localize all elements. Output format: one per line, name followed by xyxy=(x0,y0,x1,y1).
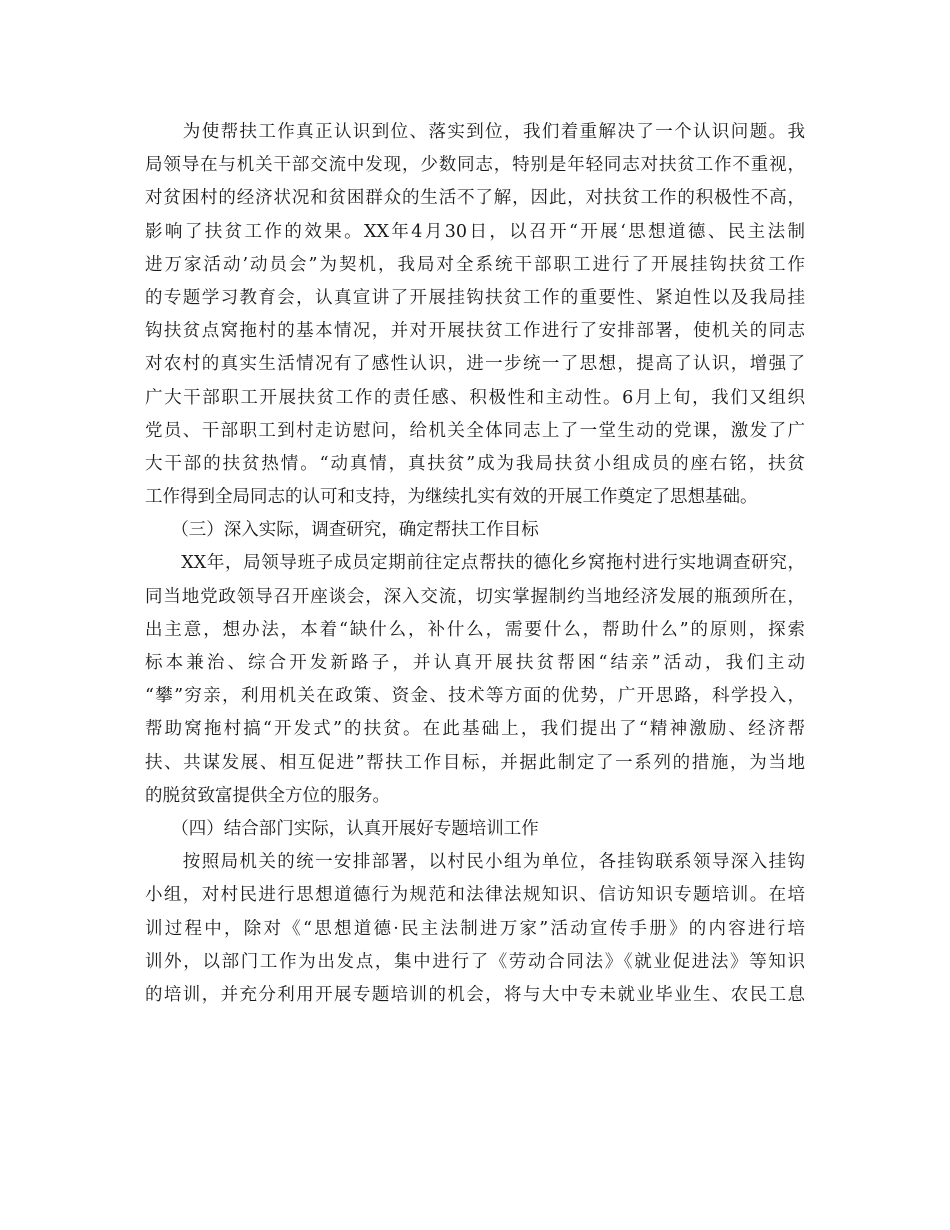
text-line: XX年，局领导班子成员定期前往定点帮扶的德化乡窝拖村进行实地调查研究， xyxy=(145,553,805,574)
text-line: 帮助窝拖村搞“开发式”的扶贫。在此基础上，我们提出了“精神激励、经济帮 xyxy=(145,719,805,740)
text-line: 对贫困村的经济状况和贫困群众的生活不了解，因此，对扶贫工作的积极性不高， xyxy=(145,188,805,209)
text-line: 钩扶贫点窝拖村的基本情况，并对开展扶贫工作进行了安排部署，使机关的同志 xyxy=(145,321,805,342)
text-line: “攀”穷亲，利用机关在政策、资金、技术等方面的优势，广开思路，科学投入， xyxy=(145,686,805,707)
text-line: 为使帮扶工作真正认识到位、落实到位，我们着重解决了一个认识问题。我 xyxy=(145,122,805,142)
text-line: 训外，以部门工作为出发点，集中进行了《劳动合同法》《就业促进法》等知识 xyxy=(145,951,805,972)
text-line: （四）结合部门实际，认真开展好专题培训工作 xyxy=(145,818,539,839)
text-line: 大干部的扶贫热情。“动真情，真扶贫”成为我局扶贫小组成员的座右铭，扶贫 xyxy=(145,453,805,474)
text-line: 进万家活动’动员会”为契机，我局对全系统干部职工进行了开展挂钩扶贫工作 xyxy=(145,254,805,275)
body-text xyxy=(145,116,805,1012)
text-line: 工作得到全局同志的认可和支持，为继续扎实有效的开展工作奠定了思想基础。 xyxy=(145,487,758,508)
text-line: 局领导在与机关干部交流中发现，少数同志，特别是年轻同志对扶贫工作不重视， xyxy=(145,155,805,176)
text-line: 训过程中，除对《“思想道德·民主法制进万家”活动宣传手册》的内容进行培 xyxy=(145,918,805,939)
text-line: 出主意，想办法，本着“缺什么，补什么，需要什么，帮助什么”的原则，探索 xyxy=(145,619,805,640)
text-line: 的脱贫致富提供全方位的服务。 xyxy=(145,785,390,806)
text-line: （三）深入实际，调查研究，确定帮扶工作目标 xyxy=(145,520,539,541)
text-line: 党员、干部职工到村走访慰问，给机关全体同志上了一堂生动的党课，激发了广 xyxy=(145,420,805,441)
text-line: 广大干部职工开展扶贫工作的责任感、积极性和主动性。6月上旬，我们又组织 xyxy=(145,387,805,408)
text-line: 同当地党政领导召开座谈会，深入交流，切实掌握制约当地经济发展的瓶颈所在， xyxy=(145,586,805,607)
text-line: 标本兼治、综合开发新路子，并认真开展扶贫帮困“结亲”活动，我们主动 xyxy=(145,653,805,673)
text-line: 的专题学习教育会，认真宣讲了开展挂钩扶贫工作的重要性、紧迫性以及我局挂 xyxy=(145,287,805,308)
text-line: 按照局机关的统一安排部署，以村民小组为单位，各挂钩联系领导深入挂钩 xyxy=(145,852,805,873)
text-line: 的培训，并充分利用开展专题培训的机会，将与大中专未就业毕业生、农民工息 xyxy=(145,984,805,1005)
text-line: 扶、共谋发展、相互促进”帮扶工作目标，并据此制定了一系列的措施，为当地 xyxy=(145,752,805,773)
text-line: 小组，对村民进行思想道德行为规范和法律法规知识、信访知识专题培训。在培 xyxy=(145,885,805,906)
text-line: 对农村的真实生活情况有了感性认识，进一步统一了思想，提高了认识，增强了 xyxy=(145,354,805,375)
text-line: 影响了扶贫工作的效果。XX年4月30日，以召开“开展‘思想道德、民主法制 xyxy=(145,221,805,242)
